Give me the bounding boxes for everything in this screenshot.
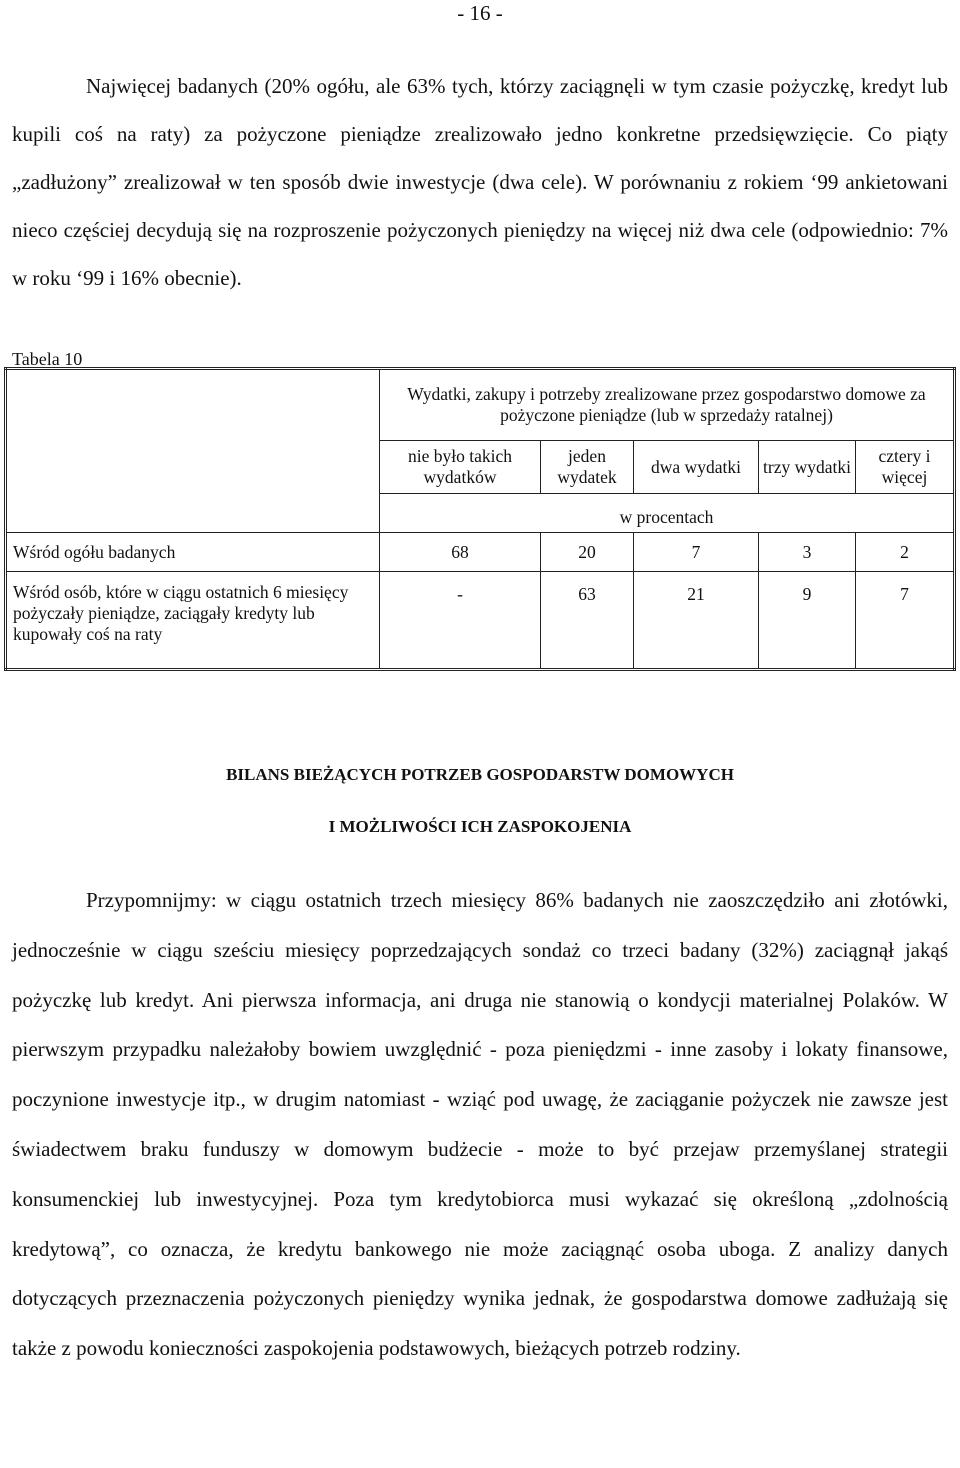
column-header: dwa wydatki [634,441,759,494]
table-cell: 21 [634,572,759,670]
table-header-row [6,369,955,441]
column-header: nie było takich wydatków [380,441,541,494]
table-cell: 7 [856,572,955,670]
row-label: Wśród ogółu badanych [6,533,380,572]
table-row [6,533,955,572]
page-number: - 16 - [457,1,503,25]
table-cell: 7 [634,533,759,572]
column-header: cztery i więcej [856,441,955,494]
table-corner-cell [6,369,380,533]
section-heading-line1: BILANS BIEŻĄCYCH POTRZEB GOSPODARSTW DOMOWYCH [226,765,734,784]
table-cell: 2 [856,533,955,572]
data-table [4,367,956,671]
table-cell: - [380,572,541,670]
table-cell: 63 [541,572,634,670]
table-cell: 3 [759,533,856,572]
table-cell: 9 [759,572,856,670]
column-header: trzy wydatki [759,441,856,494]
table-cell: 20 [541,533,634,572]
paragraph-bilans-text: Przypomnijmy: w ciągu ostatnich trzech miesięcy 86% badanych nie zaoszczędziło ani złotówki, jednocześnie w ciągu sześciu miesięcy poprzedzających sondaż co trzeci badany (32%) zaciągnął jakąś pożyczkę lub kredyt. Ani pierwsza informacja, ani druga nie stanowią o kondycji materialnej Polaków. W pierwszym przypadku należałoby bowiem uwzględnić - poza pieniędzmi - inne zasoby i lokaty finansowe, poczynione inwestycje itp., w drugim natomiast - wziąć pod uwagę, że zaciąganie pożyczek nie zawsze jest świadectwem braku funduszy w domowym budżecie - może to być przejaw przemyślanej strategii konsumenckiej lub inwestycyjnej. Poza tym kredytobiorca musi wykazać się określoną „zdolnością kredytową”, co oznacza, że kredytu bankowego nie może zaciągnąć osoba uboga. Z analizy danych dotyczących przeznaczenia pożyczonych pieniędzy wynika jednak, że gospodarstwa domowe zadłużają się także z powodu konieczności zaspokojenia podstawowych, bieżących potrzeb rodziny. [12,888,948,1361]
table-caption: Tabela 10 [12,349,83,369]
table-header-title: Wydatki, zakupy i potrzeby zrealizowane przez gospodarstwo domowe za pożyczone pieniądze (lub w sprzedaży ratalnej) [380,369,955,441]
section-heading-line2: I MOŻLIWOŚCI ICH ZASPOKOJENIA [328,817,632,836]
table-cell: 68 [380,533,541,572]
paragraph-intro-text: Najwięcej badanych (20% ogółu, ale 63% tych, którzy zaciągnęli w tym czasie pożyczkę, kredyt lub kupili coś na raty) za pożyczone pieniądze zrealizowało jedno konkretne przedsięwzięcie. Co piąty „zadłużony” zrealizował w ten sposób dwie inwestycje (dwa cele). W porównaniu z rokiem ‘99 ankietowani nieco częściej decydują się na rozproszenie pożyczonych pieniędzy na więcej niż dwa cele (odpowiednio: 7% w roku ‘99 i 16% obecnie). [12,74,948,290]
table-row [6,572,955,670]
column-header: jeden wydatek [541,441,634,494]
row-label: Wśród osób, które w ciągu ostatnich 6 miesięcy pożyczały pieniądze, zaciągały kredyty lub kupowały coś na raty [6,572,380,670]
paragraph-bilans [12,876,948,1374]
table-unit-label: w procentach [380,494,955,533]
paragraph-intro [12,62,948,302]
